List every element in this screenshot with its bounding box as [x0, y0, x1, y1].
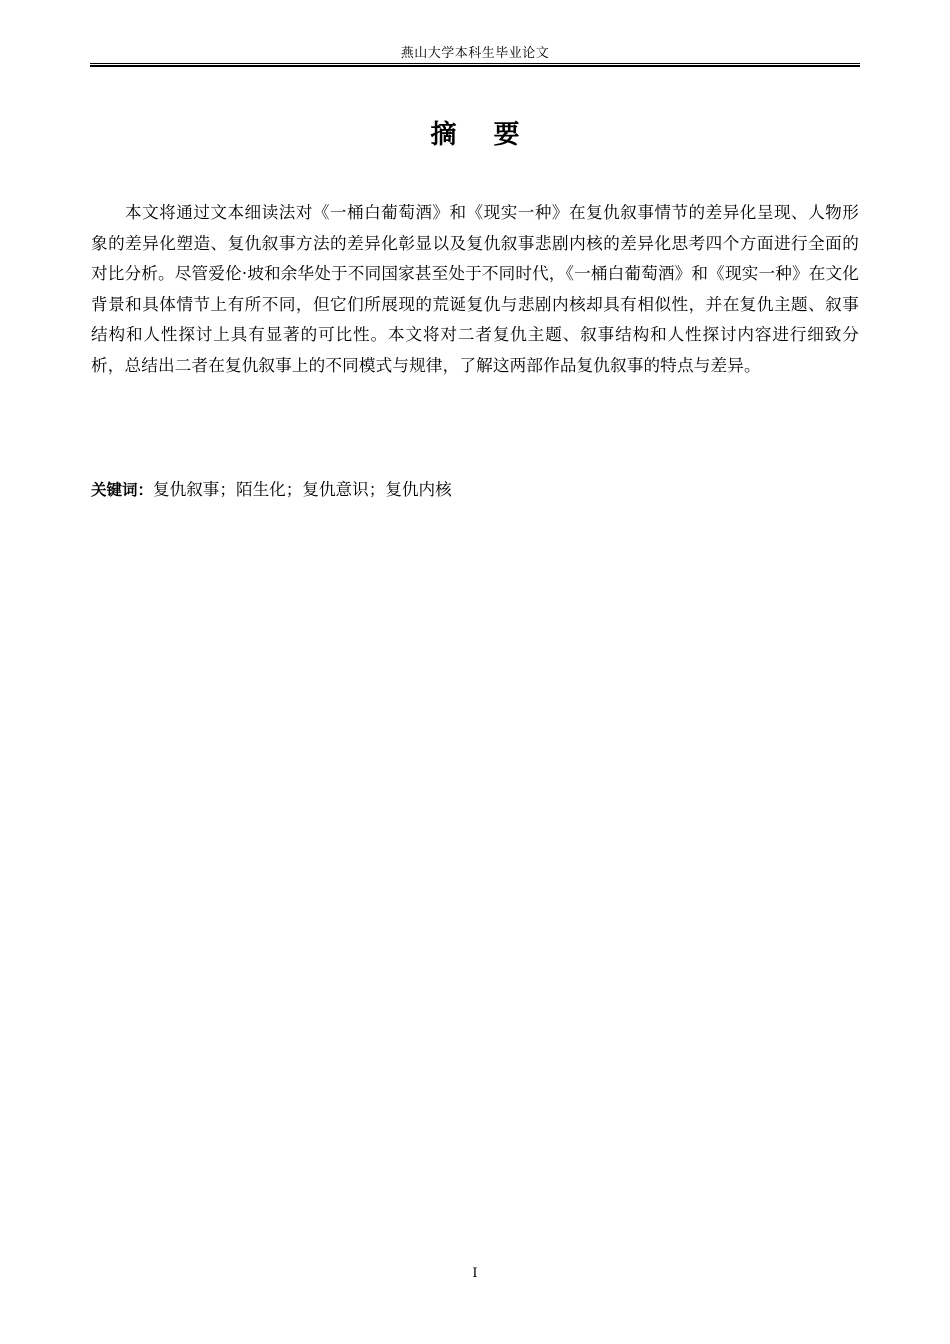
- header-rule-thick: [90, 65, 860, 67]
- keywords-line: [91, 475, 859, 505]
- running-header: 燕山大学本科生毕业论文: [400, 46, 550, 61]
- page-number: I: [472, 1266, 478, 1281]
- header-rule-thin: [90, 63, 860, 64]
- keywords-label: 关键词：: [91, 481, 154, 499]
- abstract-title: 摘 要: [430, 120, 534, 150]
- keywords-text: 复仇叙事；陌生化；复仇意识；复仇内核: [153, 480, 452, 499]
- abstract-body: 本文将通过文本细读法对《一桶白葡萄酒》和《现实一种》在复仇叙事情节的差异化呈现、人物形象的差异化塑造、复仇叙事方法的差异化彰显以及复仇叙事悲剧内核的差异化思考四个方面进行全面的对比分析。尽管爱伦·坡和余华处于不同国家甚至处于不同时代，《一桶白葡萄酒》和《现实一种》在文化背景和具体情节上有所不同，但它们所展现的荒诞复仇与悲剧内核却具有相似性，并在复仇主题、叙事结构和人性探讨上具有显著的可比性。本文将对二者复仇主题、叙事结构和人性探讨内容进行细致分析，总结出二者在复仇叙事上的不同模式与规律，了解这两部作品复仇叙事的特点与差异。: [91, 203, 859, 375]
